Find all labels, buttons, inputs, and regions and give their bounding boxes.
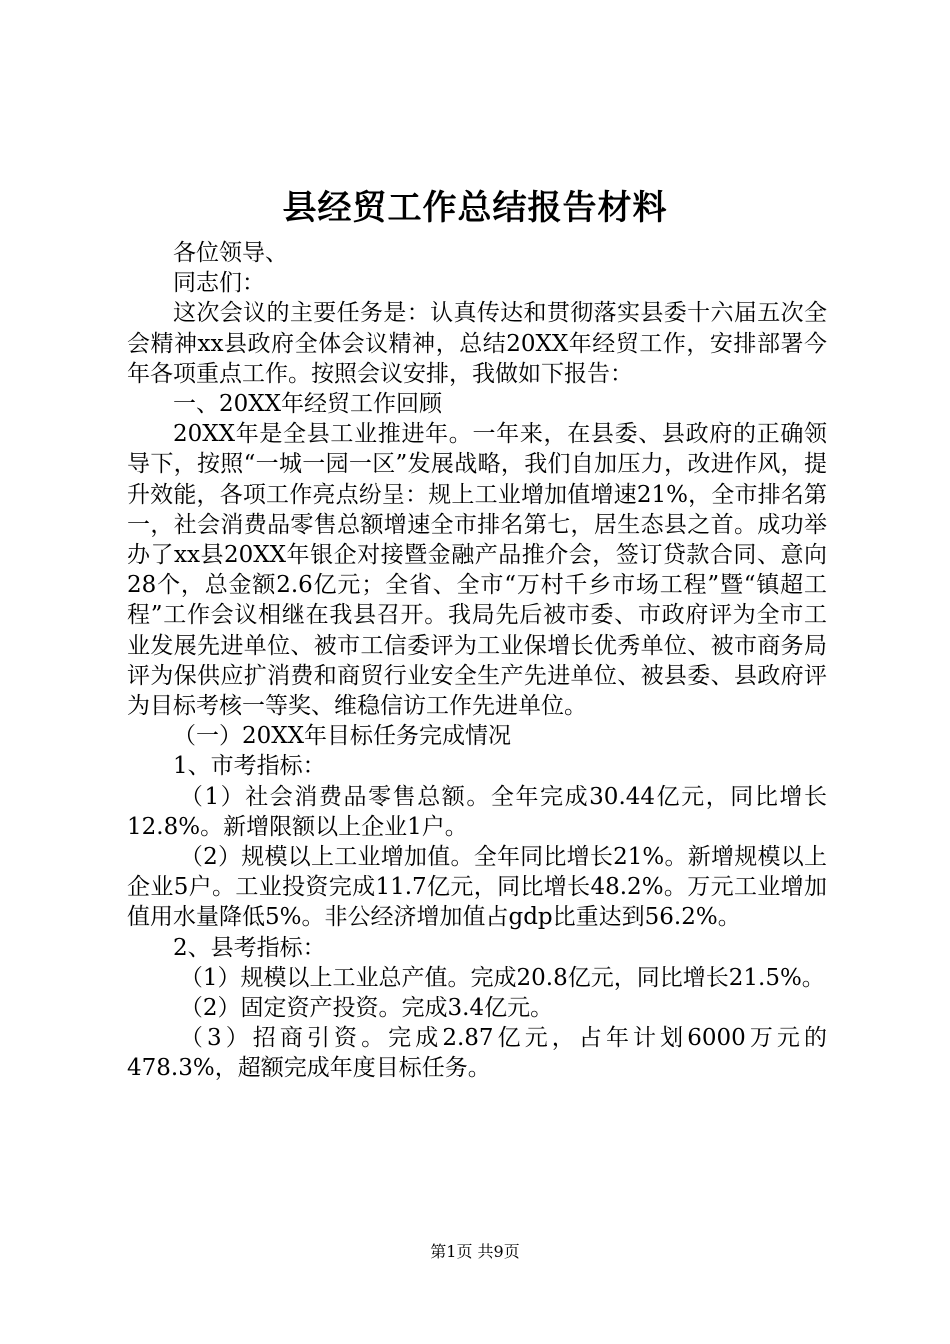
intro-paragraph: 这次会议的主要任务是：认真传达和贯彻落实县委十六届五次全会精神xx县政府全体会议精神，总结20XX年经贸工作，安排部署今年各项重点工作。按照会议安排，我做如下报告： (127, 300, 827, 387)
page-footer: 第1页 共9页 (430, 1242, 520, 1261)
city-indicator-2: （2）规模以上工业增加值。全年同比增长21%。新增规模以上企业5户。工业投资完成11.7亿元，同比增长48.2%。万元工业增加值用水量降低5%。非公经济增加值占gdp比重达到56.2%。 (127, 844, 827, 931)
salutation-leaders: 各位领导、 (173, 240, 288, 266)
section-heading-review: 一、20XX年经贸工作回顾 (173, 391, 443, 418)
county-indicator-2: （2）固定资产投资。完成3.4亿元。 (179, 995, 554, 1022)
document-title: 县经贸工作总结报告材料 (282, 188, 668, 228)
document-body (127, 238, 827, 1084)
review-paragraph: 20XX年是全县工业推进年。一年来，在县委、县政府的正确领导下，按照“一城一园一区”发展战略，我们自加压力，改进作风，提升效能，各项工作亮点纷呈：规上工业增加值增速21%，全市排名第一，社会消费品零售总额增速全市排名第七，居生态县之首。成功举办了xx县20XX年银企对接暨金融产品推介会，签订贷款合同、意向28个，总金额2.6亿元；全省、全市“万村千乡市场工程”暨“镇超工程”工作会议相继在我县召开。我局先后被市委、市政府评为全市工业发展先进单位、被市工信委评为工业保增长优秀单位、被市商务局评为保供应扩消费和商贸行业安全生产先进单位、被县委、县政府评为目标考核一等奖、维稳信访工作先进单位。 (127, 421, 827, 720)
salutation-comrades: 同志们： (173, 270, 265, 297)
city-indicators-heading: 1、市考指标： (173, 753, 326, 780)
subsection-heading-targets: （一）20XX年目标任务完成情况 (173, 723, 512, 750)
county-indicator-1: （1）规模以上工业总产值。完成20.8亿元，同比增长21.5%。 (179, 964, 825, 991)
city-indicator-1: （1）社会消费品零售总额。全年完成30.44亿元，同比增长12.8%。新增限额以上企业1户。 (127, 783, 827, 840)
county-indicators-heading: 2、县考指标： (173, 934, 326, 961)
county-indicator-3: （3）招商引资。完成2.87亿元，占年计划6000万元的478.3%，超额完成年度目标任务。 (127, 1025, 827, 1082)
